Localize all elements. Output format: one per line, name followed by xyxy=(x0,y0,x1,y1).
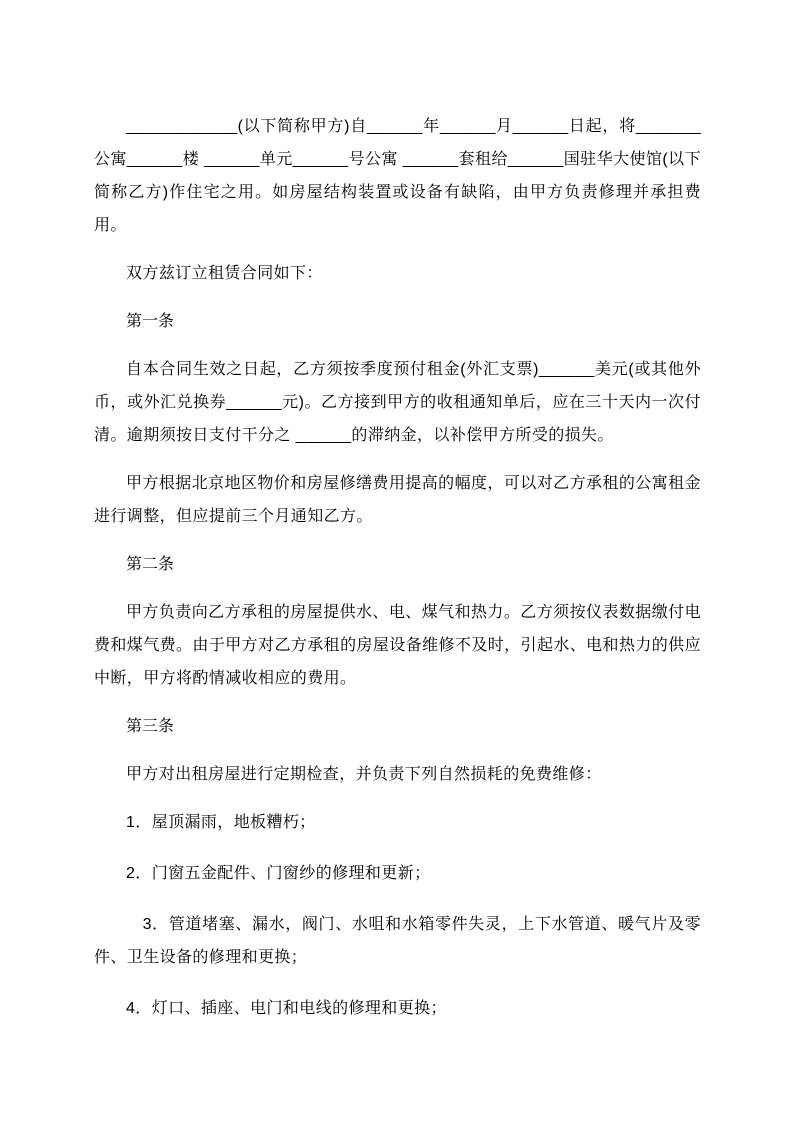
intro-paragraph: ____________(以下简称甲方)自______年______月______日起，将_______公寓______楼 ______单元______号公寓 ______套租给______国驻华大使馆(以下简称乙方)作住宅之用。如房屋结构装置或设备有缺陷，由甲方负责修理并承担费用。 xyxy=(94,118,701,234)
clause-2-paragraph: 甲方负责向乙方承租的房屋提供水、电、煤气和热力。乙方须按仪表数据缴付电费和煤气费。由于甲方对乙方承租的房屋设备维修不及时，引起水、电和热力的供应中断，甲方将酌情减收相应的费用。 xyxy=(94,604,701,687)
clause-3-heading: 第三条 xyxy=(126,718,175,735)
agreement-statement: 双方兹订立租赁合同如下： xyxy=(126,265,323,282)
clause-3-intro: 甲方对出租房屋进行定期检查，并负责下列自然损耗的免费维修： xyxy=(126,766,602,783)
clause-1-paragraph-1: 自本合同生效之日起，乙方须按季度预付租金(外汇支票)______美元(或其他外币，或外汇兑换券______元)。乙方接到甲方的收租通知单后，应在三十天内一次付清。逾期须按日支付干分之 ______的滞纳金，以补偿甲方所受的损失。 xyxy=(94,361,701,444)
clause-2-heading: 第二条 xyxy=(126,556,175,573)
maintenance-item-2: 2．门窗五金配件、门窗纱的修理和更新； xyxy=(126,865,431,882)
maintenance-item-1: 1．屋顶漏雨，地板糟朽； xyxy=(126,814,316,831)
maintenance-item-3: 3．管道堵塞、漏水，阀门、水咀和水箱零件失灵，上下水管道、暖气片及零件、卫生设备的修理和更换； xyxy=(94,916,701,966)
clause-1-paragraph-2: 甲方根据北京地区物价和房屋修缮费用提高的幅度，可以对乙方承租的公寓租金进行调整，但应提前三个月通知乙方。 xyxy=(94,475,701,525)
maintenance-item-4: 4．灯口、插座、电门和电线的修理和更换； xyxy=(126,1000,447,1017)
clause-1-heading: 第一条 xyxy=(126,313,175,330)
